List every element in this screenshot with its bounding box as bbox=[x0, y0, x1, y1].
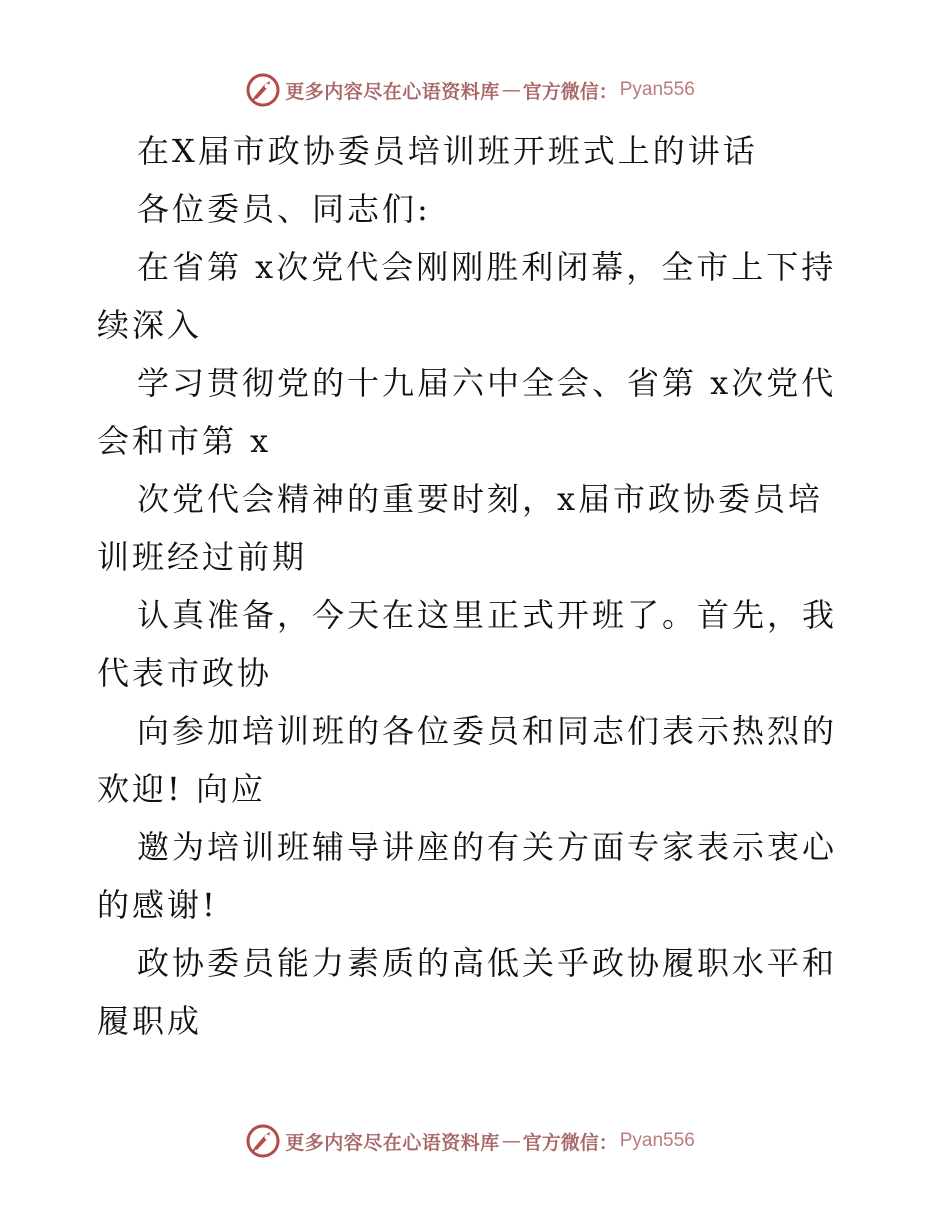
quill-pen-logo-icon bbox=[245, 1123, 281, 1159]
footer-banner bbox=[0, 1121, 950, 1161]
paragraph-3: 次党代会精神的重要时刻，x届市政协委员培训班经过前期 bbox=[97, 480, 824, 576]
header-wechat-label: 官方微信： bbox=[522, 80, 618, 103]
document-title: 在X届市政协委员培训班开班式上的讲话 bbox=[137, 132, 758, 170]
footer-wechat-id: Pyan556 bbox=[619, 1130, 695, 1151]
footer-banner-text: 更多内容尽在心语资料库 bbox=[285, 1131, 500, 1154]
footer-wechat-label: 官方微信： bbox=[522, 1131, 618, 1154]
quill-pen-logo-icon bbox=[245, 72, 281, 108]
paragraph-2: 学习贯彻党的十九届六中全会、省第 x次党代会和市第 x bbox=[97, 364, 837, 460]
paragraph-1: 在省第 x次党代会刚刚胜利闭幕，全市上下持续深入 bbox=[97, 248, 837, 344]
salutation: 各位委员、同志们: bbox=[137, 190, 431, 228]
footer-banner-dash: — bbox=[501, 1130, 521, 1152]
paragraph-5: 向参加培训班的各位委员和同志们表示热烈的欢迎! 向应 bbox=[97, 712, 838, 808]
paragraph-7: 政协委员能力素质的高低关乎政协履职水平和履职成 bbox=[97, 944, 838, 1040]
paragraph-4: 认真准备，今天在这里正式开班了。首先，我代表市政协 bbox=[97, 596, 838, 692]
paragraph-6: 邀为培训班辅导讲座的有关方面专家表示衷心的感谢! bbox=[97, 828, 838, 924]
header-banner-text: 更多内容尽在心语资料库 bbox=[285, 80, 500, 103]
header-banner-content bbox=[245, 72, 695, 108]
header-wechat-id: Pyan556 bbox=[619, 79, 695, 100]
header-banner-dash: — bbox=[501, 79, 521, 101]
header-banner bbox=[0, 70, 950, 110]
footer-banner-content bbox=[245, 1123, 695, 1159]
document-body bbox=[97, 122, 857, 1050]
